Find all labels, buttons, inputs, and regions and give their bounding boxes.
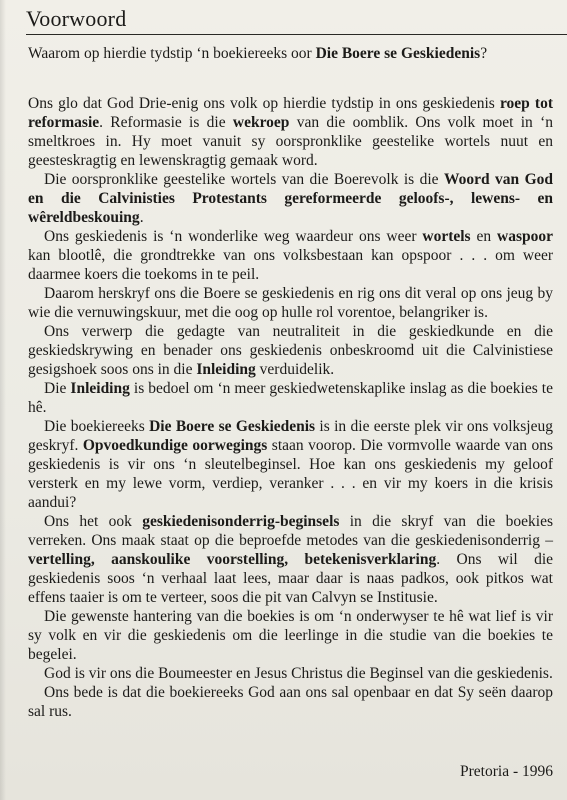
paragraph-text: Ons glo dat God Drie-enig ons volk op hierdie tydstip in ons geskiedenis [28, 95, 500, 112]
question-series-title: Die Boere se Geskiedenis [315, 45, 481, 62]
paragraph-text: Die oorspronklike geestelike wortels van die Boerevolk is die [44, 171, 444, 188]
emphasis-text: wortels [422, 228, 471, 245]
emphasis-text: wekroep [232, 114, 290, 131]
paragraph-text: . Reformasie is die [99, 114, 233, 131]
emphasis-text: Inleiding [196, 361, 256, 378]
paragraph-text: van die oomblik. Ons volk moet in ‘n smeltkroes in. Hy moet vanuit sy oorspronklike geestelike wortels nuut en geesteskragtig en lewenskragtig gemaak word. [28, 114, 553, 169]
paragraph [28, 379, 553, 417]
paragraph [28, 417, 553, 512]
paragraph-text: in die skryf van die boekies verreken. Ons maak staat op die beproefde metodes van die geskiedenisonderrig – [28, 513, 553, 549]
question-prefix: Waarom op hierdie tydstip ‘n boekiereeks oor [28, 45, 316, 62]
paragraph-text: en [470, 228, 497, 245]
paragraph-text: verduidelik. [255, 361, 335, 378]
paragraph-text: Ons geskiedenis is ‘n wonderlike weg waardeur ons weer [44, 228, 423, 245]
paragraph-text: Die [44, 380, 71, 397]
emphasis-text: Die Boere se Geskiedenis [149, 418, 316, 435]
emphasis-text: Opvoedkundige oorwegings [82, 437, 268, 454]
opening-question [28, 45, 487, 63]
paragraph [28, 322, 553, 379]
paragraph-text: is bedoel om ‘n meer geskiedwetenskaplike inslag as die boekies te hê. [28, 380, 553, 416]
paragraph-text: . Ons wil die geskiedenis soos ‘n verhaal laat lees, maar daar is naas padkos, ook pitkos wat effens taaier is om te verteer, soos die pit van Calvyn se Institusie. [28, 551, 553, 606]
paragraph [28, 683, 553, 721]
page-title: Voorwoord [26, 6, 127, 31]
paragraph-text: God is vir ons die Boumeester en Jesus Christus die Beginsel van die geskiedenis. [44, 665, 553, 682]
paragraph-text: staan voorop. Die vormvolle waarde van ons geskiedenis is vir ons ‘n sleutelbeginsel. Hoe kan ons geskiedenis my geloof versterk en my lewe vorm, verdiep, veranker . . . en vir my koers in die krisis aandui? [28, 437, 553, 511]
paragraph [28, 284, 553, 322]
paragraph-text: Ons bede is dat die boekiereeks God aan ons sal openbaar en dat Sy seën daarop sal rus. [28, 684, 553, 720]
paragraph-text: . [139, 209, 144, 226]
paragraph [28, 512, 553, 607]
place-date-signature: Pretoria - 1996 [460, 763, 553, 780]
paragraph [28, 227, 553, 284]
emphasis-text: roep tot reformasie [28, 95, 553, 131]
paragraph-text: Daarom herskryf ons die Boere se geskiedenis en rig ons dit veral op ons jeug by wie die vernuwingskuur, met die oog op hulle rol vorentoe, belangriker is. [28, 285, 553, 321]
emphasis-text: Woord van God en die Calvinisties Protestants gereformeerde geloofs-, lewens- en wêreldbeskouing [28, 171, 553, 226]
page-header [26, 4, 567, 35]
paragraph [28, 170, 553, 227]
paragraph-text: Ons verwerp die gedagte van neutraliteit in die geskiedkunde en die geskiedskrywing en benader ons geskiedenis onbeskroomd uit die Calvinistiese gesigshoek soos ons in die [28, 323, 553, 378]
page-fold-shadow [0, 0, 6, 800]
paragraph [28, 607, 553, 664]
paragraph-text: is in die eerste plek vir ons volksjeug geskryf. [28, 418, 553, 454]
paragraph [28, 94, 553, 170]
question-suffix: ? [480, 45, 488, 62]
emphasis-text: waspoor [497, 228, 553, 245]
paragraph [28, 664, 553, 683]
emphasis-text: Inleiding [70, 380, 130, 397]
paragraph-text: Die gewenste hantering van die boekies is om ‘n onderwyser te hê wat lief is vir sy volk en vir die geskiedenis om die leerlinge in die studie van die boekies te begelei. [28, 608, 553, 663]
emphasis-text: vertelling, aanskoulike voorstelling, betekenisverklaring [28, 551, 437, 568]
foreword-body [28, 94, 553, 721]
paragraph-text: Ons het ook [44, 513, 143, 530]
paragraph-text: Die boekiereeks [44, 418, 150, 435]
paragraph-text: kan blootlê, die grondtrekke van ons volksbestaan kan opspoor . . . om weer daarmee koers die toekoms in te peil. [28, 247, 553, 283]
emphasis-text: geskiedenisonderrig-beginsels [142, 513, 340, 530]
